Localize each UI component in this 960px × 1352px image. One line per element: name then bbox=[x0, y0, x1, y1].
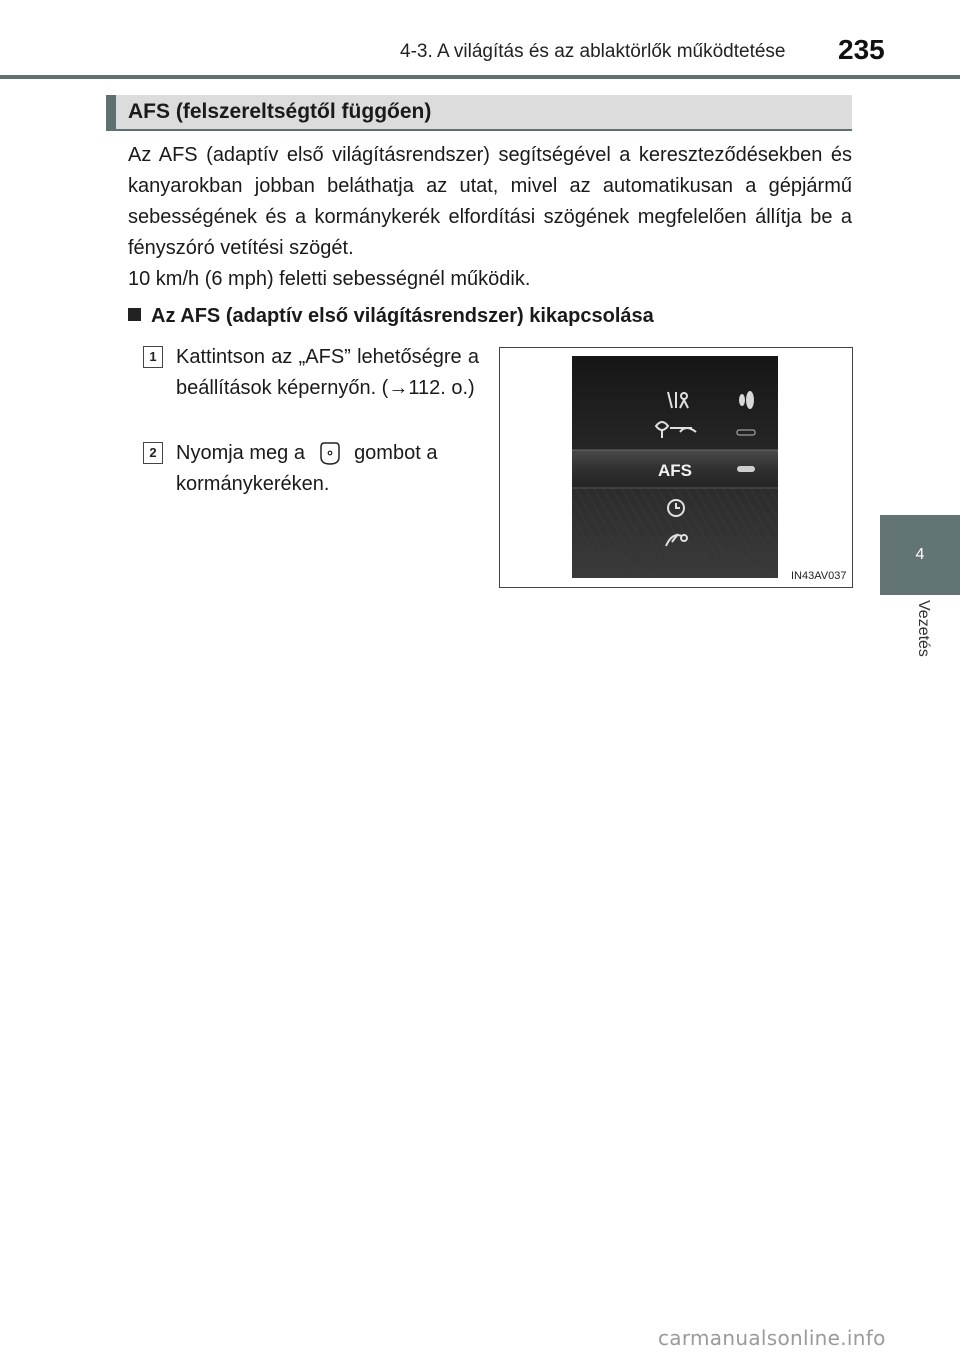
figure-code: IN43AV037 bbox=[791, 570, 847, 582]
header-divider bbox=[0, 75, 960, 79]
steering-button-icon bbox=[317, 440, 343, 466]
step-1-text: Kattintson az „AFS” lehetőségre a beállítások képernyőn. (→112. o.) bbox=[176, 346, 479, 399]
header-title: 4-3. A világítás és az ablaktörlők működtetése bbox=[400, 41, 786, 62]
subheading bbox=[128, 305, 654, 328]
step-2-text-after: gombot a kormánykeréken. bbox=[176, 442, 438, 495]
section-accent bbox=[106, 95, 116, 129]
subheading-text: Az AFS (adaptív első világításrendszer) kikapcsolása bbox=[151, 305, 654, 327]
chapter-label: Vezetés bbox=[915, 600, 932, 657]
intro-paragraph: Az AFS (adaptív első világításrendszer) segítségével a kereszteződésekben és kanyarokban jobban beláthatja az utat, mivel az automatikusan a gépjármű sebességének és a kormánykerék elfordítási szögének megfelelően állítja be a fényszóró vetítési szögét. bbox=[128, 144, 852, 259]
step-2-number: 2 bbox=[143, 442, 163, 464]
section-header bbox=[106, 95, 852, 131]
page-number: 235 bbox=[838, 34, 885, 65]
display-screen bbox=[572, 356, 778, 578]
display-illustration bbox=[572, 356, 778, 578]
afs-figure bbox=[499, 347, 853, 588]
section-title: AFS (felszereltségtől függően) bbox=[128, 100, 432, 123]
afs-menu-label: AFS bbox=[658, 461, 692, 480]
step-2-text-before: Nyomja meg a bbox=[176, 442, 305, 464]
square-bullet-icon bbox=[128, 308, 141, 321]
watermark: carmanualsonline.info bbox=[658, 1326, 886, 1350]
chapter-number: 4 bbox=[915, 546, 925, 563]
speed-paragraph: 10 km/h (6 mph) feletti sebességnél működik. bbox=[128, 268, 531, 290]
chapter-tab[interactable] bbox=[880, 515, 960, 595]
step-2-text bbox=[176, 438, 479, 500]
step-1-number: 1 bbox=[143, 346, 163, 368]
